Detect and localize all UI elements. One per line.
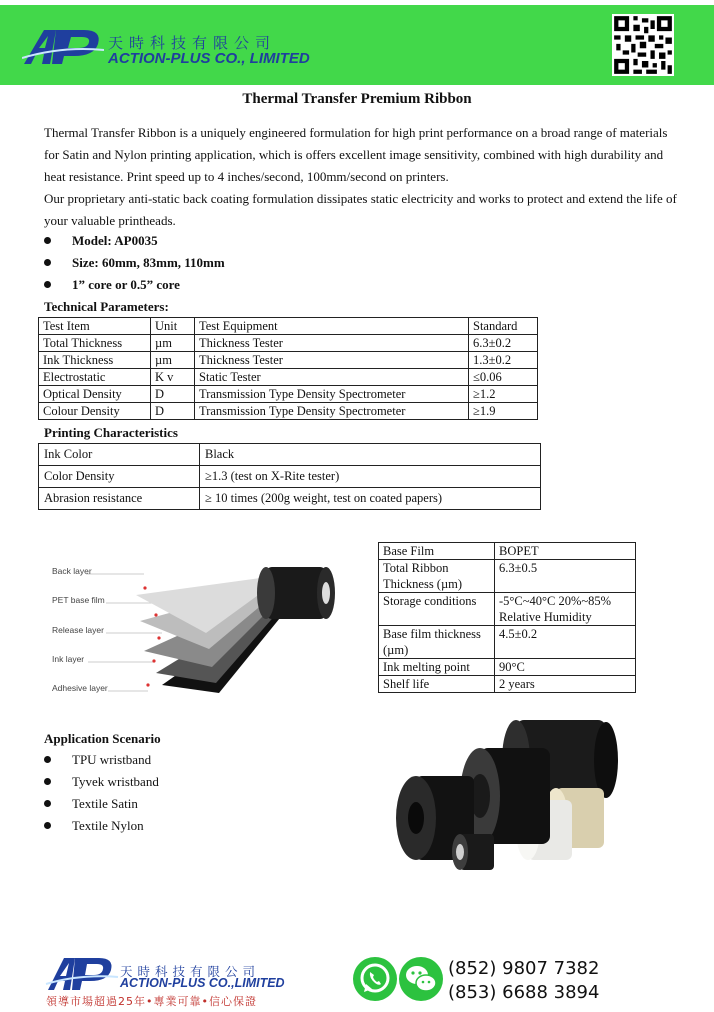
spec-bullet [44, 233, 158, 249]
table-cell: Base Film [379, 543, 495, 560]
bullet-icon [44, 822, 51, 829]
intro-paragraph: Thermal Transfer Ribbon is a uniquely engineered formulation for high print performance on a broad range of materials for Satin and Nylon printing application, which is offers excellent image sensitivity, combined with high durability and heat resistance. Print speed up to 4 inches/second, 100mm/second on printers. [44, 125, 668, 184]
company-logo-icon [22, 26, 104, 66]
table-row [39, 488, 541, 510]
bullet-icon [44, 281, 51, 288]
table-header: Test Item [39, 318, 151, 335]
list-item [44, 818, 144, 834]
list-item-label: Textile Nylon [72, 818, 144, 833]
layer-label: Release layer [52, 625, 104, 635]
bullet-label: Model: AP0035 [72, 233, 158, 248]
intro-paragraph: Our proprietary anti-static back coating formulation dissipates static electricity and works to protect and extend the life of your valuable printheads. [44, 191, 677, 228]
table-cell: 6.3±0.2 [469, 335, 538, 352]
ribbon-rolls-photo [388, 714, 618, 874]
layer-label: Ink layer [52, 654, 85, 664]
table-cell: ≤0.06 [469, 369, 538, 386]
qr-code-icon [612, 14, 674, 76]
table-cell: 90°C [495, 659, 636, 676]
table-cell: ≥1.2 [469, 386, 538, 403]
bullet-label: Size: 60mm, 83mm, 110mm [72, 255, 225, 270]
table-cell: Ink Color [39, 444, 200, 466]
table-cell: Thickness Tester [195, 335, 469, 352]
bullet-icon [44, 800, 51, 807]
intro-text [44, 122, 684, 232]
table-cell: Electrostatic [39, 369, 151, 386]
layer-label: PET base film [52, 595, 105, 605]
table-cell: Colour Density [39, 403, 151, 420]
bullet-icon [44, 259, 51, 266]
bullet-icon [44, 237, 51, 244]
page-title: Thermal Transfer Premium Ribbon [242, 91, 472, 107]
table-cell: Total Thickness [39, 335, 151, 352]
table-row [39, 369, 538, 386]
table-cell: Thickness Tester [195, 352, 469, 369]
table-cell: K v [151, 369, 195, 386]
table-cell: -5°C~40°C 20%~85% Relative Humidity [495, 593, 636, 626]
base-film-table [378, 542, 636, 693]
table-cell: BOPET [495, 543, 636, 560]
spec-bullet [44, 255, 225, 271]
table-cell: Optical Density [39, 386, 151, 403]
table-cell: ≥1.3 (test on X-Rite tester) [200, 466, 541, 488]
roll-core [452, 834, 494, 870]
table-row [379, 593, 636, 626]
table-cell: Ink melting point [379, 659, 495, 676]
bullet-icon [44, 778, 51, 785]
spec-bullet [44, 277, 180, 293]
table-cell: Ink Thickness [39, 352, 151, 369]
table-cell: µm [151, 335, 195, 352]
table-row [39, 403, 538, 420]
table-row [379, 676, 636, 693]
printing-title: Printing Characteristics [44, 425, 178, 440]
table-cell: Color Density [39, 466, 200, 488]
bullet-label: 1” core or 0.5” core [72, 277, 180, 292]
bullet-icon [44, 756, 51, 763]
tech-table [38, 317, 538, 420]
table-header: Test Equipment [195, 318, 469, 335]
list-item [44, 774, 159, 790]
table-cell: Storage conditions [379, 593, 495, 626]
table-header-row [39, 318, 538, 335]
table-cell: µm [151, 352, 195, 369]
table-cell: Transmission Type Density Spectrometer [195, 403, 469, 420]
table-row [379, 543, 636, 560]
table-cell: D [151, 386, 195, 403]
table-header: Unit [151, 318, 195, 335]
table-cell: Shelf life [379, 676, 495, 693]
company-name-en: ACTION-PLUS CO., LIMITED [108, 50, 310, 67]
table-row [379, 626, 636, 659]
table-cell: 1.3±0.2 [469, 352, 538, 369]
table-cell: Transmission Type Density Spectrometer [195, 386, 469, 403]
table-cell: ≥ 10 times (200g weight, test on coated papers) [200, 488, 541, 510]
table-row [379, 560, 636, 593]
layer-label: Back layer [52, 566, 92, 576]
table-row [39, 466, 541, 488]
table-cell: Abrasion resistance [39, 488, 200, 510]
table-cell: D [151, 403, 195, 420]
footer-slogan: 領導市場超過25年•專業可靠•信心保證 [46, 995, 257, 1008]
table-cell: Base film thickness (µm) [379, 626, 495, 659]
printing-table [38, 443, 541, 510]
list-item-label: Textile Satin [72, 796, 138, 811]
company-name-cn: 天時科技有限公司 [108, 34, 277, 52]
page-header [0, 0, 714, 86]
whatsapp-icon[interactable] [352, 956, 398, 1002]
table-cell: 4.5±0.2 [495, 626, 636, 659]
list-item [44, 752, 151, 768]
table-cell: 2 years [495, 676, 636, 693]
application-title: Application Scenario [44, 731, 161, 746]
list-item [44, 796, 138, 812]
footer-company-en: ACTION-PLUS CO.,LIMITED [120, 976, 285, 990]
table-row [39, 386, 538, 403]
wechat-icon[interactable] [398, 956, 444, 1002]
phone-number[interactable]: (852) 9807 7382 [448, 958, 600, 979]
table-cell: 6.3±0.5 [495, 560, 636, 593]
ribbon-layer-diagram [44, 555, 364, 705]
table-row [39, 444, 541, 466]
list-item-label: TPU wristband [72, 752, 152, 767]
phone-number[interactable]: (853) 6688 3894 [448, 982, 600, 1003]
table-row [39, 352, 538, 369]
table-header: Standard [469, 318, 538, 335]
table-cell: Total Ribbon Thickness (µm) [379, 560, 495, 593]
table-cell: Black [200, 444, 541, 466]
table-cell: Static Tester [195, 369, 469, 386]
layer-label: Adhesive layer [52, 683, 108, 693]
list-item-label: Tyvek wristband [72, 774, 159, 789]
tech-title: Technical Parameters: [44, 299, 169, 314]
footer-company-cn: 天時科技有限公司 [120, 964, 261, 979]
table-cell: ≥1.9 [469, 403, 538, 420]
table-row [39, 335, 538, 352]
table-row [379, 659, 636, 676]
